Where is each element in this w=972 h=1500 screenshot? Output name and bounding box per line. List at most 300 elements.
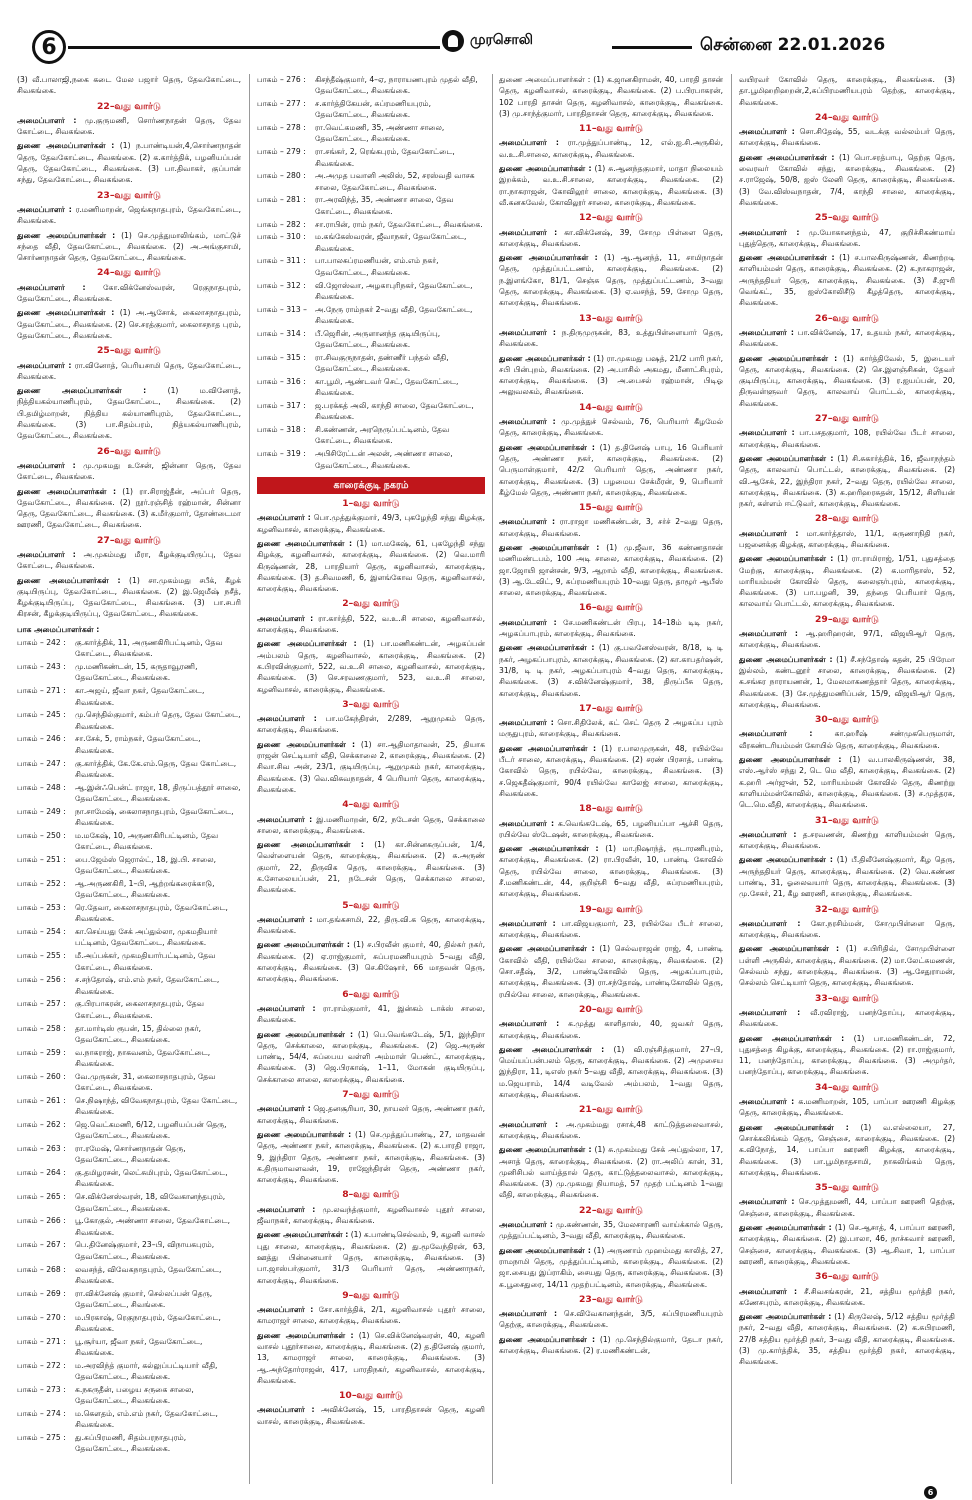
- deputy-details: (1) சா.ஆதிமாதாவன், 25, தியாக ராஜன் செட்டியார் வீதி, செக்காலை 2, காரைக்குடி, சிவகங்கை. (2) சிவா.சிவ அன், 23/1, குடியிருப்பு, ஆறுமுகம் நகர், காரைக்குடி, சிவகங்கை. (3) வெ.விசுவநாதன், 4 பெரியார் தெரு, காரைக்குடி, சிவகங்கை.: [257, 739, 485, 794]
- booth-row: [257, 280, 485, 303]
- booth-row: [17, 1432, 241, 1455]
- booth-number: பாகம் – 255 :: [17, 951, 66, 961]
- booth-number: பாகம் – 281 :: [257, 195, 306, 205]
- deputy-details: (1) வ.பாலகிருஷ்ணன், 38, எஸ்.ஆர்ஸ் சந்து 2, டெ மெ வீதி, காரைக்குடி, சிவகங்கை. (2) க.ஹரி அர்ஜுன், 52, மாரியம்மன் கோவில் தெரு, கிணற்று காளியம்மன்கோவில், காரைக்குடி, சிவகங்கை. (3) ச.முத்தரசு, டெ.மெ.வீதி, காரைக்குடி, சிவகங்கை.: [739, 755, 955, 810]
- booth-row: [257, 400, 485, 423]
- deputy-details: (1) ம.வினோத், நித்தியகல்யாணிபுரம், தேவகோட்டை, சிவகங்கை. (2) பி.தமிழ்மாறன், நித்திய கல்யாணிபுரம், தேவகோட்டை, சிவகங்கை. (3) பா.சிதம்பரம், நித்யகல்யாணிபுரம், தேவகோட்டை, சிவகங்கை.: [17, 386, 241, 441]
- organizer-details: சே.மணிகண்டன் பிரபு, 14–18ம் டிடி நகர், அழகப்பாபுரம், காரைக்குடி, சிவகங்கை.: [499, 617, 723, 639]
- booth-row: [17, 878, 241, 901]
- column-3: [499, 74, 723, 1484]
- organizer-entry: [739, 126, 955, 149]
- booth-number: பாகம் – 256 :: [17, 975, 66, 985]
- booth-details: ஆ.இன்ஃபென்ட் ராஜா, 18, திருப்பத்தூர் சாலை, தேவகோட்டை, சிவகங்கை.: [75, 782, 241, 803]
- organizer-label: அமைப்பாளர் :: [257, 1204, 316, 1214]
- deputy-details: (1) சு.ஆனந்தகுமார், மாதா நிலையம் இறக்கம், வ.உ.சி.சாலை, காரைக்குடி, சிவகங்கை. (2) ரா.நாகராஜன், கோவிலூர் சாலை, காரைக்குடி, சிவகங்கை. (3) வீ.கனகவேல், கோவிலூர் சாலை, காரைக்குடி, சிவகங்கை.: [499, 164, 723, 207]
- deputy-label: துணை அமைப்பாளர்கள் :: [739, 253, 835, 263]
- deputy-label: துணை அமைப்பாளர்கள் :: [739, 152, 835, 162]
- booth-row: [17, 1143, 241, 1166]
- booth-details: கு.தமிழரசன், லெட்சுமிபுரம், தேவகோட்டை, சிவகங்கை.: [75, 1168, 228, 1189]
- ward-heading: 24–வது வார்டு: [97, 267, 161, 279]
- organizer-details: கா.ஹரீஷ் சண்முகபெருமாள், வீரகண்டரியம்மன் கோயில் தெரு, காரைக்குடி, சிவகங்கை.: [739, 729, 955, 750]
- organizer-label: அமைப்பாளர் :: [739, 829, 797, 839]
- booth-row: [257, 98, 485, 121]
- organizer-details: மு.லவந்த்குமார், கழனிவாசல் புதூர் சாலை, ஜீவாநகர், காரைக்குடி, சிவகங்கை.: [257, 1204, 485, 1226]
- ward-heading: 19–வது வார்டு: [579, 903, 643, 915]
- deputy-details: (1) க.பாண்டிசெல்வம், 9, கழனி வாசல் புது சாலை, காரைக்குடி, சிவகங்கை. (2) து.மூவேந்திரன், 63, ஊத்து பின்னையார் தெரு, காரைக்குடி, சிவகங்கை. (3) பா.ஜாஸ்பர்குமார், 31/3 பெரியார் தெரு, அண்ணாநகர், காரைக்குடி, சிவகங்கை.: [257, 1230, 485, 1285]
- booth-number: பாகம் – 245 :: [17, 710, 66, 720]
- booth-details: அ.நேரு ராம்நகர் 2–வது வீதி, தேவகோட்டை, சிவகங்கை.: [315, 304, 473, 325]
- organizer-label: அமைப்பாளர் :: [739, 227, 800, 237]
- organizer-entry: [257, 512, 485, 535]
- deputy-details: (1) மா.நிஷாந்த், ரூடாரணிபுரம், காரைக்குடி, சிவகங்கை. (2) ரா.பிரவீன், 10, பாண்டி கோவில் தெரு, ரயில்வே சாலை, காரைக்குடி, சிவகங்கை. (3) சீ.மணிகண்டன், 44, குறிஞ்சி 6–வது வீதி, சுப்ரமணியபுரம், காரைக்குடி, சிவகங்கை.: [499, 844, 723, 899]
- organizer-entry: [499, 717, 723, 740]
- booth-row: [257, 376, 485, 399]
- organizer-label: அமைப்பாளர் :: [17, 360, 72, 370]
- organizer-label: அமைப்பாளர் :: [257, 513, 311, 523]
- deputy-label: துணை அமைப்பாளர்கள் :: [499, 164, 592, 174]
- organizer-label: அமைப்பாளர் :: [499, 138, 559, 148]
- deputy-details: (1) பா.மணிகண்டன், அழகப்பன் அம்பலம் தெரு, கழனிவாசல், காரைக்குடி, சிவகங்கை. (2) க.பிரவின்குமார், 522, வ.உ.சி சாலை, கழனிவாசல், காரைக்குடி, சிவகங்கை. (3) செ.சரவணகுமார், 523, வ.உ.சி சாலை, கழனிவாசல், காரைக்குடி, சிவகங்கை.: [257, 639, 485, 694]
- organizer-details: க.வெங்கடேஷ், 65, பழனியப்பா ஆச்சி தெரு, ரயில்வே ஸ்டேஷன், காரைக்குடி, சிவகங்கை.: [499, 818, 723, 839]
- organizer-entry: [739, 1096, 955, 1119]
- booth-details: ரா.விக்னேஷ் குமார், செல்லப்பன் தெரு, தேவகோட்டை, சிவங்கை.: [75, 1288, 213, 1309]
- booth-number: பாகம் – 271 :: [17, 686, 66, 696]
- deputy-entry: [499, 943, 723, 999]
- organizer-label: அமைப்பாளர் :: [499, 227, 558, 237]
- booth-row: [17, 1119, 241, 1142]
- booth-number: பாகம் – 264 :: [17, 1168, 66, 1178]
- booth-number: பாகம் – 267 :: [17, 1240, 66, 1250]
- deputy-entry: [257, 638, 485, 694]
- organizer-entry: [499, 1018, 723, 1041]
- organizer-details: மா.கார்த்தாஸ், 11/1, கருணாநிதி நகர், பஜனைக்கு கிழக்கு, காரைக்குடி, சிவகங்கை.: [739, 528, 955, 549]
- organizer-entry: [17, 360, 241, 383]
- page-number-badge: 6: [32, 30, 66, 64]
- deputy-label: துணை அமைப்பாளர்கள் :: [257, 739, 356, 749]
- organizer-details: ரா.ராம்குமார், 41, இன்கம் டாக்ஸ் சாலை, சிவகங்கை.: [257, 1003, 485, 1025]
- organizer-label: அமைப்பாளர் :: [739, 1286, 798, 1296]
- organizer-details: செ.விவேகானந்தன், 3/5, சுப்பிரமணியபுரம் தெற்கு, காரைக்குடி, சிவகங்கை.: [499, 1309, 723, 1330]
- booth-number: பாகம் – 243 :: [17, 662, 66, 672]
- deputy-label: துணை அமைப்பாளர்கள் :: [739, 1122, 849, 1132]
- deputy-label: துணை அமைப்பாளர்கள் :: [499, 844, 599, 854]
- booth-row: [17, 1336, 241, 1359]
- section-title: காரைக்குடி நகரம்: [257, 477, 485, 494]
- ward-heading: 25–வது வார்டு: [815, 212, 879, 224]
- booth-number: பாகம் – 258 :: [17, 1023, 66, 1033]
- ward-heading: 36–வது வார்டு: [815, 1271, 879, 1283]
- organizer-details: பா.விக்னேஷ், 17, உதயம் நகர், காரைக்குடி, சிவகங்கை.: [739, 327, 955, 349]
- booth-number: பாகம் – 257 :: [17, 999, 66, 1009]
- booth-number: பாகம் – 280 :: [257, 171, 306, 181]
- organizer-entry: [739, 327, 955, 350]
- organizer-details: பா.மகேந்திரன், 2/289, ஆறுமுகம் தெரு, காரைக்குடி, சிவகங்கை.: [257, 714, 485, 735]
- organizer-label: அமைப்பாளர் :: [739, 729, 813, 739]
- deputy-entry: [257, 939, 485, 984]
- booth-number: பாகம் – 251 :: [17, 854, 66, 864]
- booth-number: பாகம் – 276 :: [257, 75, 306, 84]
- deputy-label: துணை அமைப்பாளர்கள் :: [499, 1245, 591, 1255]
- booth-row: [17, 1095, 241, 1118]
- ward-heading: 16–வது வார்டு: [579, 602, 643, 614]
- organizer-entry: [257, 613, 485, 636]
- booth-row: [17, 1384, 241, 1407]
- organizer-entry: [739, 1196, 955, 1219]
- ward-heading: 1–வது வார்டு: [342, 498, 400, 510]
- organizer-details: சொ.சிதேஷ், 55, வடக்கு வல்லம்பர் தெரு, காரைக்குடி, சிவகங்கை.: [739, 127, 955, 148]
- deputy-details: (1) சி.சுகார்த்திக், 16, ஜீவாநந்தம் தெரு, காலவாய் பொட்டல், காரைக்குடி, சிவகங்கை. (2) வி.ஆசேக், 22, இந்திரா நகர், 2–வது தெரு, ரயில்வே சாலை, காரைக்குடி, சிவகங்கை. (3) சு.ஹரிஹரசுதன், 15/12, சிளியன் நகர், கள்ளம் ஈட்டுவர், காரைக்குடி, சிவகங்கை.: [739, 453, 955, 509]
- booth-details: பா.பாலசுப்ரமணியன், எம்.எம் நகர், தேவகோட்டை, சிவகங்கை.: [315, 256, 439, 277]
- ward-heading: 5–வது வார்டு: [342, 899, 400, 911]
- organizer-details: செ.முத்துமணி, 44, பாப்பா ஊரணி தெற்கு, செஞ்சை, காரைக்குடி, சிவகங்கை.: [739, 1197, 955, 1218]
- organizer-label: அமைப்பாளர் :: [499, 617, 557, 627]
- booth-row: [257, 255, 485, 278]
- deputy-entry: [499, 743, 723, 799]
- organizer-label: அமைப்பாளர் :: [739, 428, 795, 438]
- booth-row: [257, 448, 485, 471]
- organizer-label: அமைப்பாளர் :: [739, 1197, 795, 1207]
- deputy-entry: [739, 854, 955, 899]
- ward-heading: 24–வது வார்டு: [815, 111, 879, 123]
- deputy-label: துணை அமைப்பாளர்கள் :: [17, 386, 147, 396]
- booth-details: ரா.சிவகுருநாதன், தண்ணீர் பந்தல் வீதி, தேவகோட்டை, சிவகங்கை.: [315, 352, 449, 374]
- deputy-label: துணை அமைப்பாளர்கள் :: [739, 755, 842, 765]
- ward-heading: 10–வது வார்டு: [339, 1390, 403, 1402]
- booth-row: [257, 146, 485, 169]
- booth-row: [17, 950, 241, 973]
- booth-details: ம.அரவிந்த் குமார், கல்லுப்பட்டியார் வீதி, தேவகோட்டை, சிவகங்கை.: [75, 1360, 218, 1382]
- deputy-entry: [17, 307, 241, 341]
- booth-number: பாகம் – 273 :: [17, 1384, 66, 1394]
- deputy-details: (1) கார்த்திவேல், 5, இடையர் தெரு, காரைக்குடி, சிவகங்கை. (2) செ.இளஞ்சிசுன், தேவர் குடியிருப்பு, காரைக்குடி, சிவகங்கை. (3) ர.ஐயப்பன், 20, திருவள்ளுவர் தெரு, காலவாய் பொட்டல், காரைக்குடி, சிவகங்கை.: [739, 353, 955, 408]
- deputy-entry: [17, 486, 241, 531]
- masthead-logo-icon: [442, 30, 464, 52]
- deputy-entry: [739, 943, 955, 988]
- organizer-details: கா.விக்னேஷ், 39, சோமு பிள்ளை தெரு, காரைக்குடி, சிவகங்கை.: [499, 227, 723, 248]
- ward-heading: 34–வது வார்டு: [815, 1081, 879, 1093]
- organizer-entry: [257, 814, 485, 837]
- booth-details: பை.ஜேம்ஸ் ஜெரால்ட், 18, இ.பி. சாலை, தேவகோட்டை, சிவகங்கை.: [75, 854, 217, 876]
- booth-row: [257, 304, 485, 327]
- deputy-details: (1) ச.பிரவீன் குமார், 40, தில்கர் நகர், சிவகங்கை. (2) ஏ.ராஜ்குமார், சுப்பரமணியபுரம் 5–வது வீதி, காரைக்குடி, சிவகங்கை. (3) செ.கிஷோர், 66 மாதவன் தெரு, காரைக்குடி, சிவகங்கை.: [257, 940, 485, 984]
- deputy-details: (1) ஆ.ஆனந்த், 11, சாமிநாதன் தெரு, முத்துப்பட்டணம், காரைக்குடி, சிவகங்கை. (2) ந.இளங்கோ, 81/1, செஞ்சு தெரு, முத்துப்பட்டணம், 3–வது தெரு, காரைக்குடி, சிவகங்கை. (3) ஏ.வசந்த், 59, சோமு தெரு, காரைக்குடி, சிவகங்கை.: [499, 253, 723, 308]
- booth-details: பூ.சூர்யா, ஜீவா நகர், தேவகோட்டை, சிவகங்கை.: [75, 1336, 203, 1358]
- ward-heading: 27–வது வார்டு: [815, 413, 879, 425]
- deputy-label: துணை அமைப்பாளர்கள் :: [257, 1330, 354, 1340]
- deputy-entry: [739, 654, 955, 710]
- booth-details: து.சுப்பிரமணி, சிதம்பரநாதபுரம், தேவகோட்டை, சிவகங்கை.: [75, 1433, 187, 1454]
- organizer-details: ஆ.ஹரிஹரன், 97/1, விஜயிஆர் தெரு, காரைக்குடி, சிவகங்கை.: [739, 629, 955, 650]
- deputy-details: (1) சா.முகம்மது சபீக், கீழக் குடியிருப்பு, தேவகோட்டை, சிவகங்கை. (2) இ.ஜெமீஷ் நசீத், கீழக்குடியிருப்பு, தேவகோட்டை, சிவகங்கை. (3) பா.சபரி கிரசன், கீழக்குடியிருப்பு, தேவகோட்டை, சிவகங்கை.: [17, 575, 241, 619]
- deputy-details: (1) வி.ரஞ்சித்குமார், 27–பி, மெய்யப்பன்பலம் தெரு, காரைக்குடி, சிவகங்கை. (2) அமுசைய இந்திரா, 11, டிஎஸ் நகர் 5–வது வீதி, காரைக்குடி, சிவகங்கை. (3) ம.ஜெயராம், 14/4 வடிவேல் அம்பலம், 1–வது தெரு, காரைக்குடி, சிவகங்கை.: [499, 1044, 723, 1100]
- booth-details: கு.கார்த்திக், 11, அருணகிரிபட்டினம், தேவ கோட்டை, சிவகங்கை.: [75, 638, 223, 659]
- deputy-details: (1) வ.எல்லையா, 27, சொக்கலிங்கம் தெரு, செஞ்சை, காரைக்குடி, சிவகங்கை. (2) க.விநோத், 14, பாப்பா ஊரணி கிழக்கு, காரைக்குடி, சிவகங்கை. (3) பா.பூமிநாதசாமி, நாகலிங்கம் தெரு, காரைக்குடி, சிவகங்கை.: [739, 1122, 955, 1177]
- deputy-label: துணை அமைப்பாளர்கள் :: [257, 840, 364, 850]
- continued-text: வயிரவர் கோவில் தெரு, காரைக்குடி, சிவகங்கை. (3) தா.பூமிஹறிஹறன்,2,சுப்பிரமணியபுரம் தெற்கு, காரைக்குடி, சிவகங்கை.: [739, 75, 955, 107]
- organizer-details: க.மணிமாறன், 105, பாப்பா ஊரணி கிழக்கு தெரு, காரைக்குடி, சிவகங்கை.: [739, 1097, 955, 1118]
- booth-number: பாகம் – 260 :: [17, 1071, 66, 1081]
- deputy-label: துணை அமைப்பாளர்கள் :: [739, 1033, 845, 1043]
- dateline: சென்னை 22.01.2026: [700, 35, 886, 55]
- organizer-details: ஜெ.தனசூரியா, 30, நாயலர் தெரு, அண்ணா நகர், காரைக்குடி, சிவகங்கை.: [257, 1104, 485, 1125]
- organizer-label: அமைப்பாளர் :: [739, 1007, 801, 1017]
- organizer-details: சோ.கார்த்திக், 2/1, கழனிவாசல் புதூர் சாலை, காமராஜர் சாலை, காரைக்குடி, சிவகங்கை.: [257, 1305, 485, 1326]
- booth-details: சா.ராபின், ராம் நகர், தேவகோட்டை, சிவகங்கை.: [315, 219, 483, 229]
- booth-number: பாகம் – 261 :: [17, 1095, 66, 1105]
- booth-number: பாகம் – 247 :: [17, 758, 66, 768]
- booth-number: பாகம் – 275 :: [17, 1433, 66, 1443]
- ward-heading: 13–வது வார்டு: [579, 312, 643, 324]
- ward-heading: 22–வது வார்டு: [97, 100, 161, 112]
- booth-details: செ.விக்னேஸ்வரன், 18, விவேகானந்தபுரம், தேவகோட்டை, சிவகங்கை.: [75, 1192, 226, 1213]
- deputy-entry: [499, 1245, 723, 1290]
- booth-number: பாகம் – 319 :: [257, 449, 306, 459]
- booth-number: பாகம் – 317 :: [257, 401, 306, 411]
- organizer-entry: [257, 1204, 485, 1227]
- organizer-entry: [257, 1003, 485, 1026]
- booth-number: பாகம் – 315 :: [257, 352, 306, 362]
- deputy-details: (1) பொ.சரத்பாபு, தெற்கு தெரு, வைரவர் கோவில் சந்து, காரைக்குடி, சிவகங்கை. (2) ச.ராஜேஷ், 50/8, ஐஸ் லேனி தெரு, காரைக்குடி, சிவகங்கை. (3) வே.விஸ்வநாதன், 7/4, காந்தி சாலை, காரைக்குடி, சிவகங்கை.: [739, 152, 955, 207]
- booth-row: [17, 661, 241, 684]
- booth-row: [257, 74, 485, 97]
- organizer-label: அமைப்பாளர் :: [257, 914, 313, 924]
- organizer-entry: [499, 818, 723, 841]
- deputy-entry: [257, 739, 485, 795]
- deputy-label: துணை அமைப்பாளர்கள் :: [499, 353, 591, 363]
- booth-row: [17, 685, 241, 708]
- header-rule-left: [68, 46, 440, 49]
- organizer-entry: [17, 549, 241, 572]
- organizer-details: ர.மணிமாறன், ஜெங்கநாதபுரம், தேவகோட்டை, சிவகங்கை.: [17, 204, 241, 226]
- deputy-entry: [739, 1311, 955, 1367]
- ward-heading: 25–வது வார்டு: [97, 345, 161, 357]
- deputy-entry: [257, 1330, 485, 1386]
- booth-details: ச.கார்த்திகேயன், சுப்ரமணியபுரம், தேவகோட்டை, சிவகங்கை.: [315, 99, 432, 120]
- organizer-details: கோ.நரசிம்மன், சோமுபிள்ளை தெரு, காரைக்குடி, சிவகங்கை.: [739, 918, 955, 940]
- deputy-entry: [257, 1229, 485, 1285]
- organizer-details: ரா.கார்த்தி, 522, வ.உ.சி சாலை, கழனிவாசல், காரைக்குடி, சிவகங்கை.: [257, 613, 485, 635]
- booth-number: பாகம் – 242 :: [17, 638, 66, 648]
- organizer-details: வீ.ரவிராஜ், பனந்தோப்பு, காரைக்குடி, சிவகங்கை.: [739, 1007, 955, 1029]
- organizer-details: பா.விஜயகுமார், 23, ரயில்வே பீடர் சாலை, காரைக்குடி, சிவகங்கை.: [499, 918, 723, 940]
- booth-number: பாகம் – 266 :: [17, 1216, 66, 1226]
- ward-heading: 26–வது வார்டு: [815, 312, 879, 324]
- organizer-label: அமைப்பாளர் :: [739, 327, 794, 337]
- organizer-details: அ.முகம்மது ரசாக்,48 காட்டுத்தலைவாசல், காரைக்குடி, சிவகங்கை.: [499, 1119, 723, 1140]
- column-1: [17, 74, 241, 1484]
- booth-row: [17, 1360, 241, 1383]
- deputy-details: (1) பா.மணிகண்டன், 72, புதுசத்தை கிழக்கு, காரைக்குடி, சிவகங்கை. (2) ரா.ராஜ்குமார், 11, பனந்தோப்பு, காரைக்குடி, சிவகங்கை. (3) அமுர்தர், பனந்தோப்பு, காரைக்குடி, சிவகங்கை.: [739, 1033, 955, 1077]
- deputy-entry: [739, 252, 955, 308]
- organizer-label: அமைப்பாளர் :: [739, 528, 799, 538]
- booth-details: வ.நாகராஜ், நாகவனம், தேவகோட்டை, சிவகங்கை.: [75, 1047, 211, 1068]
- organizer-entry: [499, 1119, 723, 1142]
- column-4: [739, 74, 955, 1484]
- organizer-entry: [499, 137, 723, 160]
- organizer-entry: [499, 1219, 723, 1242]
- deputy-details: (1) ர.பாலமுருகன், 48, ரயில்வே பீடர் சாலை, காரைக்குடி, சிவகங்கை. (2) சரண் பிரசாத், பாண்டி கோவில் தெரு, ரயில்வே, காரைக்குடி, சிவகங்கை. (3) ச.ஜெகதீஷ்குமார், 90/4 ரயில்வே காலேஜ் சாலை, காரைக்குடி, சிவகங்கை.: [499, 743, 723, 798]
- deputy-details: (1) ச.பாலகிருஷ்ணன், கிணற்றடி காளியம்மன் தெரு, காரைக்குடி, சிவகங்கை. (2) க.நாகராஜன், அருந்ததியர் தெரு, காரைக்குடி, சிவகங்கை. (3) சீ.ஜுரி வெங்கட், 35, ஐஸ்கோலிசீடு கீழத்தெரு, காரைக்குடி, சிவகங்கை.: [739, 253, 955, 308]
- deputy-label: துணை அமைப்பாளர்கள் :: [499, 643, 595, 653]
- deputy-label: துணை அமைப்பாளர்கள் :: [739, 654, 833, 664]
- booth-details: அபிசிரேட்டன் அலன், அண்ணா சாலை, தேவகோட்டை, சிவகங்கை.: [315, 449, 453, 470]
- deputy-details: (1) ரா.ராமிராஜ், 1/51, புதுசத்தை மேற்கு, காரைக்குடி, சிவகங்கை. (2) க.மாரிதாஸ், 52, மாரியம்மன் கோவில் தெரு, கலைஞர்புரம், காரைக்குடி, சிவகங்கை. (3) பா.பழனி, 39, தந்தை பெரியார் தெரு, காலவாய் பொட்டல், காரைக்குடி, சிவகங்கை.: [739, 554, 955, 609]
- deputy-label: துணை அமைப்பாளர்கள் :: [499, 944, 595, 954]
- deputy-entry: [739, 553, 955, 609]
- booth-number: பாகம் – 272 :: [17, 1360, 66, 1370]
- deputy-entry: [17, 140, 241, 185]
- booth-number: பாகம் – 271 :: [17, 1336, 66, 1346]
- organizer-entry: [499, 617, 723, 640]
- booth-row: [257, 424, 485, 447]
- booth-details: மு.செந்தில்குமார், கம்பர் தெரு, தேவ கோட்டை, சிவகங்கை.: [75, 710, 241, 731]
- deputy-entry: [739, 353, 955, 409]
- booth-row: [257, 194, 485, 217]
- continued-text: துணை அமைப்பாளர்கள் : (1) க.ஜானகிராமன், 40, பாரதி தாசன் தெரு, கழனிவாசல், காரைக்குடி, சிவகங்கை. (2) ப.பிரபாகரன், 102 பாரதி தாசன் தெரு, கழனிவாசல், காரைக்குடி, சிவகங்கை. (3) மு.சாந்த்குமார், பாரதிதாசன் தெரு, காரைக்குடி, சிவகங்கை.: [499, 75, 723, 118]
- organizer-label: அமைப்பாளர் :: [257, 814, 313, 824]
- organizer-details: பா.பசதகுமார், 108, ரயில்வே பீடர் சாலை, காரைக்குடி, சிவகங்கை.: [739, 428, 955, 449]
- ward-heading: 8–வது வார்டு: [342, 1189, 400, 1201]
- booth-number: பாகம் – 312 :: [257, 280, 306, 290]
- organizer-entry: [17, 460, 241, 483]
- deputy-label: துணை அமைப்பாளர்கள் :: [257, 1029, 354, 1039]
- deputy-label: துணை அமைப்பாளர்கள் :: [739, 944, 840, 954]
- organizer-entry: [739, 1007, 955, 1030]
- ward-heading: 30–வது வார்டு: [815, 714, 879, 726]
- booth-row: [257, 122, 485, 145]
- booth-details: சி.கண்ணன், அரநெருப்பட்டினம், தேவ கோட்டை, சிவகங்கை.: [315, 425, 450, 446]
- booth-details: நா.சாமேஷ், கைலாசநாதபுரம், தேவகோட்டை, சிவகங்கை.: [75, 806, 234, 828]
- booth-details: கா.அஜய், ஜீவா நகர், தேவகோட்டை, சிவகங்கை.: [75, 686, 205, 707]
- booth-number: பாகம் – 254 :: [17, 927, 66, 937]
- booth-number: பாகம் – 282 :: [257, 219, 306, 229]
- deputy-label: துணை அமைப்பாளர்கள் :: [499, 743, 597, 753]
- deputy-entry: [739, 152, 955, 208]
- booth-number: பாகம் – 279 :: [257, 147, 306, 157]
- booth-number: பாகம் – 313 –: [257, 304, 307, 314]
- organizer-details: அ.முகம்மது மீரா, கீழக்குடியிருப்பு, தேவ கோட்டை, சிவகங்கை.: [17, 549, 241, 571]
- booth-details: வே.முருகன், 31, கைலாசநாதபுரம், தேவ கோட்டை, சிவகங்கை.: [75, 1071, 216, 1093]
- deputy-label: துணை அமைப்பாளர்கள் :: [739, 855, 833, 865]
- ward-heading: 7–வது வார்டு: [342, 1089, 400, 1101]
- organizer-label: அமைப்பாளர் :: [739, 1097, 795, 1107]
- organizer-details: மா.தங்கசாமி, 22, திரு.வி.க தெரு, காரைக்குடி, சிவகங்கை.: [257, 914, 485, 936]
- organizer-entry: [739, 728, 955, 751]
- ward-heading: 14–வது வார்டு: [579, 401, 643, 413]
- booth-details: கா.பூமி, ஆண்டவர் செட், தேவகோட்டை, சிவகங்கை.: [315, 376, 459, 398]
- organizer-label: அமைப்பாளர் :: [17, 549, 76, 559]
- booth-row: [17, 1312, 241, 1335]
- masthead: [442, 30, 533, 52]
- deputy-entry: [17, 230, 241, 264]
- organizer-label: அமைப்பாளர் :: [499, 1309, 557, 1319]
- booth-row: [17, 758, 241, 781]
- booth-number: பாகம் – 270 :: [17, 1312, 66, 1322]
- deputy-label: துணை அமைப்பாளர்கள் :: [499, 1334, 596, 1344]
- ward-heading: 11–வது வார்டு: [579, 123, 643, 135]
- deputy-details: (1) ரா.சிராஜ்தீன், அப்பர் தெரு, தேவகோட்டை, சிவகங்கை. (2) நூர்.ரஞ்சித் ரஹ்மான், சின்னா தெரு, தேவகோட்டை, சிவகங்கை. (3) க.மீர்குமார், தோண்டைமா ஊரணி, தேவகோட்டை, சிவகங்கை.: [17, 486, 241, 530]
- booth-number: பாகம் – 274 :: [17, 1409, 66, 1419]
- header-rule-right: [612, 46, 692, 49]
- booth-number: பாகம் – 265 :: [17, 1192, 66, 1202]
- deputy-entry: [499, 442, 723, 498]
- deputy-entry: [257, 1029, 485, 1085]
- booth-details: ம.கங்கேஸ்வரன், ஜீவாநகர், தேவகோட்டை, சிவகங்கை.: [315, 232, 467, 253]
- organizer-details: அவிக்னேஷ், 15, பாரதிதாசன் தெரு, கழனி வாசல், காரைக்குடி, சிவகங்கை.: [257, 1405, 485, 1426]
- deputy-details: (1) சு.முகம்மது சேக் அப்துல்லா, 17, அசாத் தெரு, காரைக்குடி, சிவகங்கை. (2) ரா.அலிப் கான், 31, முனிசிபல் வாய்த்தால் தெரு, காட்டுத்தலைவாசல், காரைக்குடி, சிவகங்கை. (3) மு.முகமது நியாமத், 57 முதற் பட்டினம் 1–வது வீதி, காரைக்குடி, சிவகங்கை.: [499, 1145, 723, 1200]
- booth-details: ஜ.பரக்கத் அலி, காந்தி சாலை, தேவகோட்டை, சிவகங்கை.: [315, 401, 474, 422]
- booth-number: பாகம் – 269 :: [17, 1288, 66, 1298]
- deputy-entry: [257, 839, 485, 895]
- organizer-details: ந.திருமுருகன், 83, உத்துபிள்ளையார் தெரு, சிவகங்கை.: [499, 327, 723, 349]
- organizer-details: சீ.சிவசங்கரன், 21, சத்திய மூர்த்தி நகர், கணேசபுரம், காரைக்குடி, சிவகங்கை.: [739, 1286, 955, 1307]
- organizer-details: மு.முகமது உசேன், ஜின்னா தெரு, தேவ கோட்டை, சிவகங்கை.: [17, 460, 241, 482]
- booth-number: பாகம் – 318 :: [257, 425, 306, 435]
- booth-details: ஜெ.வெட்கமணி, 6/12, பழனியப்பன் தெரு, தேவகோட்டை, சிவகங்கை.: [75, 1119, 227, 1141]
- booth-row: [17, 1408, 241, 1431]
- article-columns: [17, 74, 955, 1484]
- booth-number: பாகம் – 277 :: [257, 99, 306, 109]
- deputy-label: துணை அமைப்பாளர்கள் :: [739, 1223, 832, 1233]
- organizer-label: அமைப்பாளர் :: [17, 115, 77, 125]
- booth-details: பூ.கோகுல், அண்ணா சாலை, தேவகோட்டை, சிவகங்கை.: [75, 1216, 231, 1237]
- deputy-entry: [499, 1334, 723, 1357]
- ward-heading: 23–வது வார்டு: [579, 1293, 643, 1305]
- booth-details: ம.கௌதம், எம்.எம் நகர், தேவகோட்டை, சிவகங்கை.: [75, 1409, 218, 1430]
- organizer-details: சொ.சிதிலேக், கட் செட் தெரு 2 அழகப்ப புரம் மருதுபுரம், காரைக்குடி, சிவகங்கை.: [499, 718, 723, 739]
- organizer-details: ரா.வினோத், பெரியசாமி தெரு, தேவகோட்டை, சிவகங்கை.: [17, 360, 241, 381]
- ward-heading: 33–வது வார்டு: [815, 992, 879, 1004]
- deputy-label: துணை அமைப்பாளர்கள் :: [499, 253, 598, 263]
- deputy-entry: [499, 1144, 723, 1200]
- booth-number: பாகம் – 262 :: [17, 1119, 66, 1129]
- booth-number: பாகம் – 250 :: [17, 830, 66, 840]
- continued-text: (3) வீ.பாலாஜி,நகை கடை மேல பஜார் தெரு, தேவகோட்டை, சிவகங்கை.: [17, 75, 241, 96]
- organizer-entry: [739, 1286, 955, 1309]
- deputy-entry: [499, 252, 723, 308]
- organizer-entry: [739, 918, 955, 941]
- column-2: [257, 74, 485, 1484]
- booth-details: ஆ.அருணகிரி, 1–பி, ஆற்றங்கரைக்காடு, தேவகோட்டை, சிவகங்கை.: [75, 879, 215, 900]
- organizer-entry: [17, 115, 241, 138]
- booth-row: [17, 1071, 241, 1094]
- deputy-label: துணை அமைப்பாளர்கள் :: [739, 353, 838, 363]
- booth-row: [257, 170, 485, 193]
- deputy-details: (1) செ.ஆசாத், 4, பாப்பா ஊரணி, காரைக்குடி, சிவகங்கை. (2) இ.பாலா, 46, நாச்சுவார் ஊரணி, செஞ்சை, காரைக்குடி, சிவகங்கை. (3) ஆ.சிவா, 1, பாப்பா ஊரணி, காரைக்குடி, சிவகங்கை.: [739, 1223, 955, 1266]
- booth-row: [17, 1288, 241, 1311]
- organizer-entry: [499, 1308, 723, 1331]
- organizer-entry: [17, 204, 241, 227]
- booth-number: பாகம் – 252 :: [17, 879, 66, 888]
- deputy-details: (1) பீ.திலீனேஷ்குமார், கீழ தெரு, அருந்ததியர் தெரு, காரைக்குடி, சிவகங்கை. (2) வெ.கண்ண பாண்டி, 31, ஓலைவயார் தெரு, காரைக்குடி, சிவகங்கை. (3) மு.சேகர், 21, கீழ ஊரணி, காரைக்குடி, சிவகங்கை.: [739, 855, 955, 899]
- booth-number: பாகம் – 249 :: [17, 806, 66, 816]
- deputy-details: (1) த.தினேஷ் பாபு, 16 பெரியார் தெரு, அண்ணா நகர், காரைக்குடி, சிவகங்கை. (2) பெருமாள்குமார், 42/2 பெரியார் தெரு, அண்ணா நகர், காரைக்குடி, சிவகங்கை. (3) பழமைய சேக்மீரன், 9, பெரியார் கீழ்மேல் தெரு, அண்ணா நகர், காரைக்குடி, சிவகங்கை.: [499, 442, 723, 497]
- ward-heading: 35–வது வார்டு: [815, 1182, 879, 1194]
- organizer-entry: [739, 829, 955, 852]
- ward-heading: 15–வது வார்டு: [579, 502, 643, 514]
- deputy-label: துணை அமைப்பாளர்கள் :: [739, 453, 834, 463]
- booth-details: மு.மணிகண்டன், 15, கருதாவூரணி, தேவகோட்டை, சிவகங்கை.: [75, 662, 198, 683]
- ward-heading: 12–வது வார்டு: [579, 212, 643, 224]
- booth-row: [17, 709, 241, 732]
- deputy-details: (1) பெ.வெங்கடேஷ், 5/1, இந்திரா தெரு, செக்காலை, காரைக்குடி, சிவகங்கை. (2) ஜெ.அருண் பாண்டி, 54/4, சுப்பைய வள்ளி அம்மாள் பெண்ட், காரைக்குடி, சிவகங்கை. (3) ஜெ.பிரகாஷ், 1–11, மோகன் குடியிருப்பு, செக்காலை சாலை, காரைக்குடி, சிவகங்கை.: [257, 1029, 485, 1084]
- organizer-entry: [257, 914, 485, 937]
- booth-number: பாகம் – 310 :: [257, 232, 306, 242]
- booth-details: ரா.வெட்கமணி, 35, அண்ணா சாலை, தேவகோட்டை, சிவகங்கை.: [315, 123, 445, 144]
- deputy-label: துணை அமைப்பாளர்கள் :: [257, 538, 353, 548]
- booth-number: பாகம் – 278 :: [257, 123, 306, 133]
- organizer-entry: [499, 516, 723, 539]
